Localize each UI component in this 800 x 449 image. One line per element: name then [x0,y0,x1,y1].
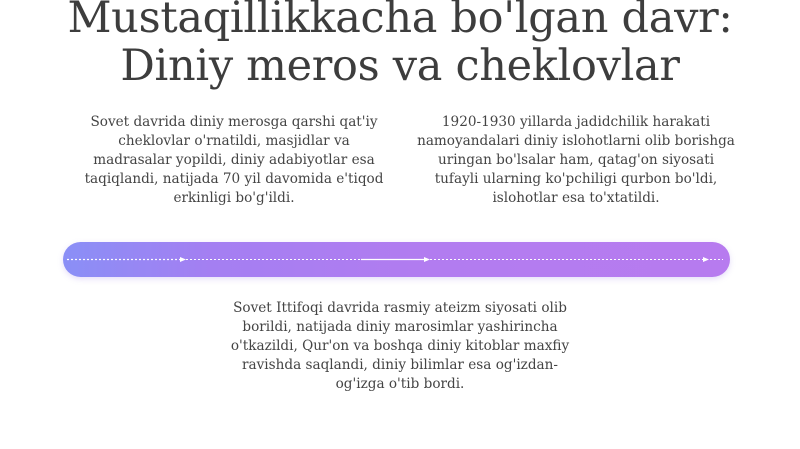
timeline-bar [63,242,730,277]
arrow-head-icon [424,257,430,262]
text-block-left: Sovet davrida diniy merosga qarshi qat'iy cheklovlar o'rnatildi, masjidlar va madrasalar yopildi, diniy adabiyotlar esa taqiqlandi, natijada 70 yil davomida e'tiqod erkinligi bo'g'ildi. [84,114,384,206]
title-line-1: Mustaqillikkacha bo'lgan davr: [67,0,733,43]
arrow-head-icon [703,257,709,262]
text-block-right: 1920-1930 yillarda jadidchilik harakati namoyandalari diniy islohotlarni olib borishga uringan bo'lsalar ham, qatag'on siyosati tufayli ularning ko'pchiligi qurbon bo'ldi, islohotlar esa to'xtatildi. [417,114,735,206]
text-block-bottom: Sovet Ittifoqi davrida rasmiy ateizm siyosati olib borildi, natijada diniy marosimlar yashirincha o'tkazildi, Qur'on va boshqa diniy kitoblar maxfiy ravishda saqlandi, diniy bilimlar esa og'izdan-og'izga o'tib bordi. [230,300,570,392]
timeline-arrows [63,242,730,277]
arrow-head-icon [180,257,186,262]
slide-title [0,0,800,90]
title-line-2: Diniy meros va cheklovlar [120,41,680,91]
